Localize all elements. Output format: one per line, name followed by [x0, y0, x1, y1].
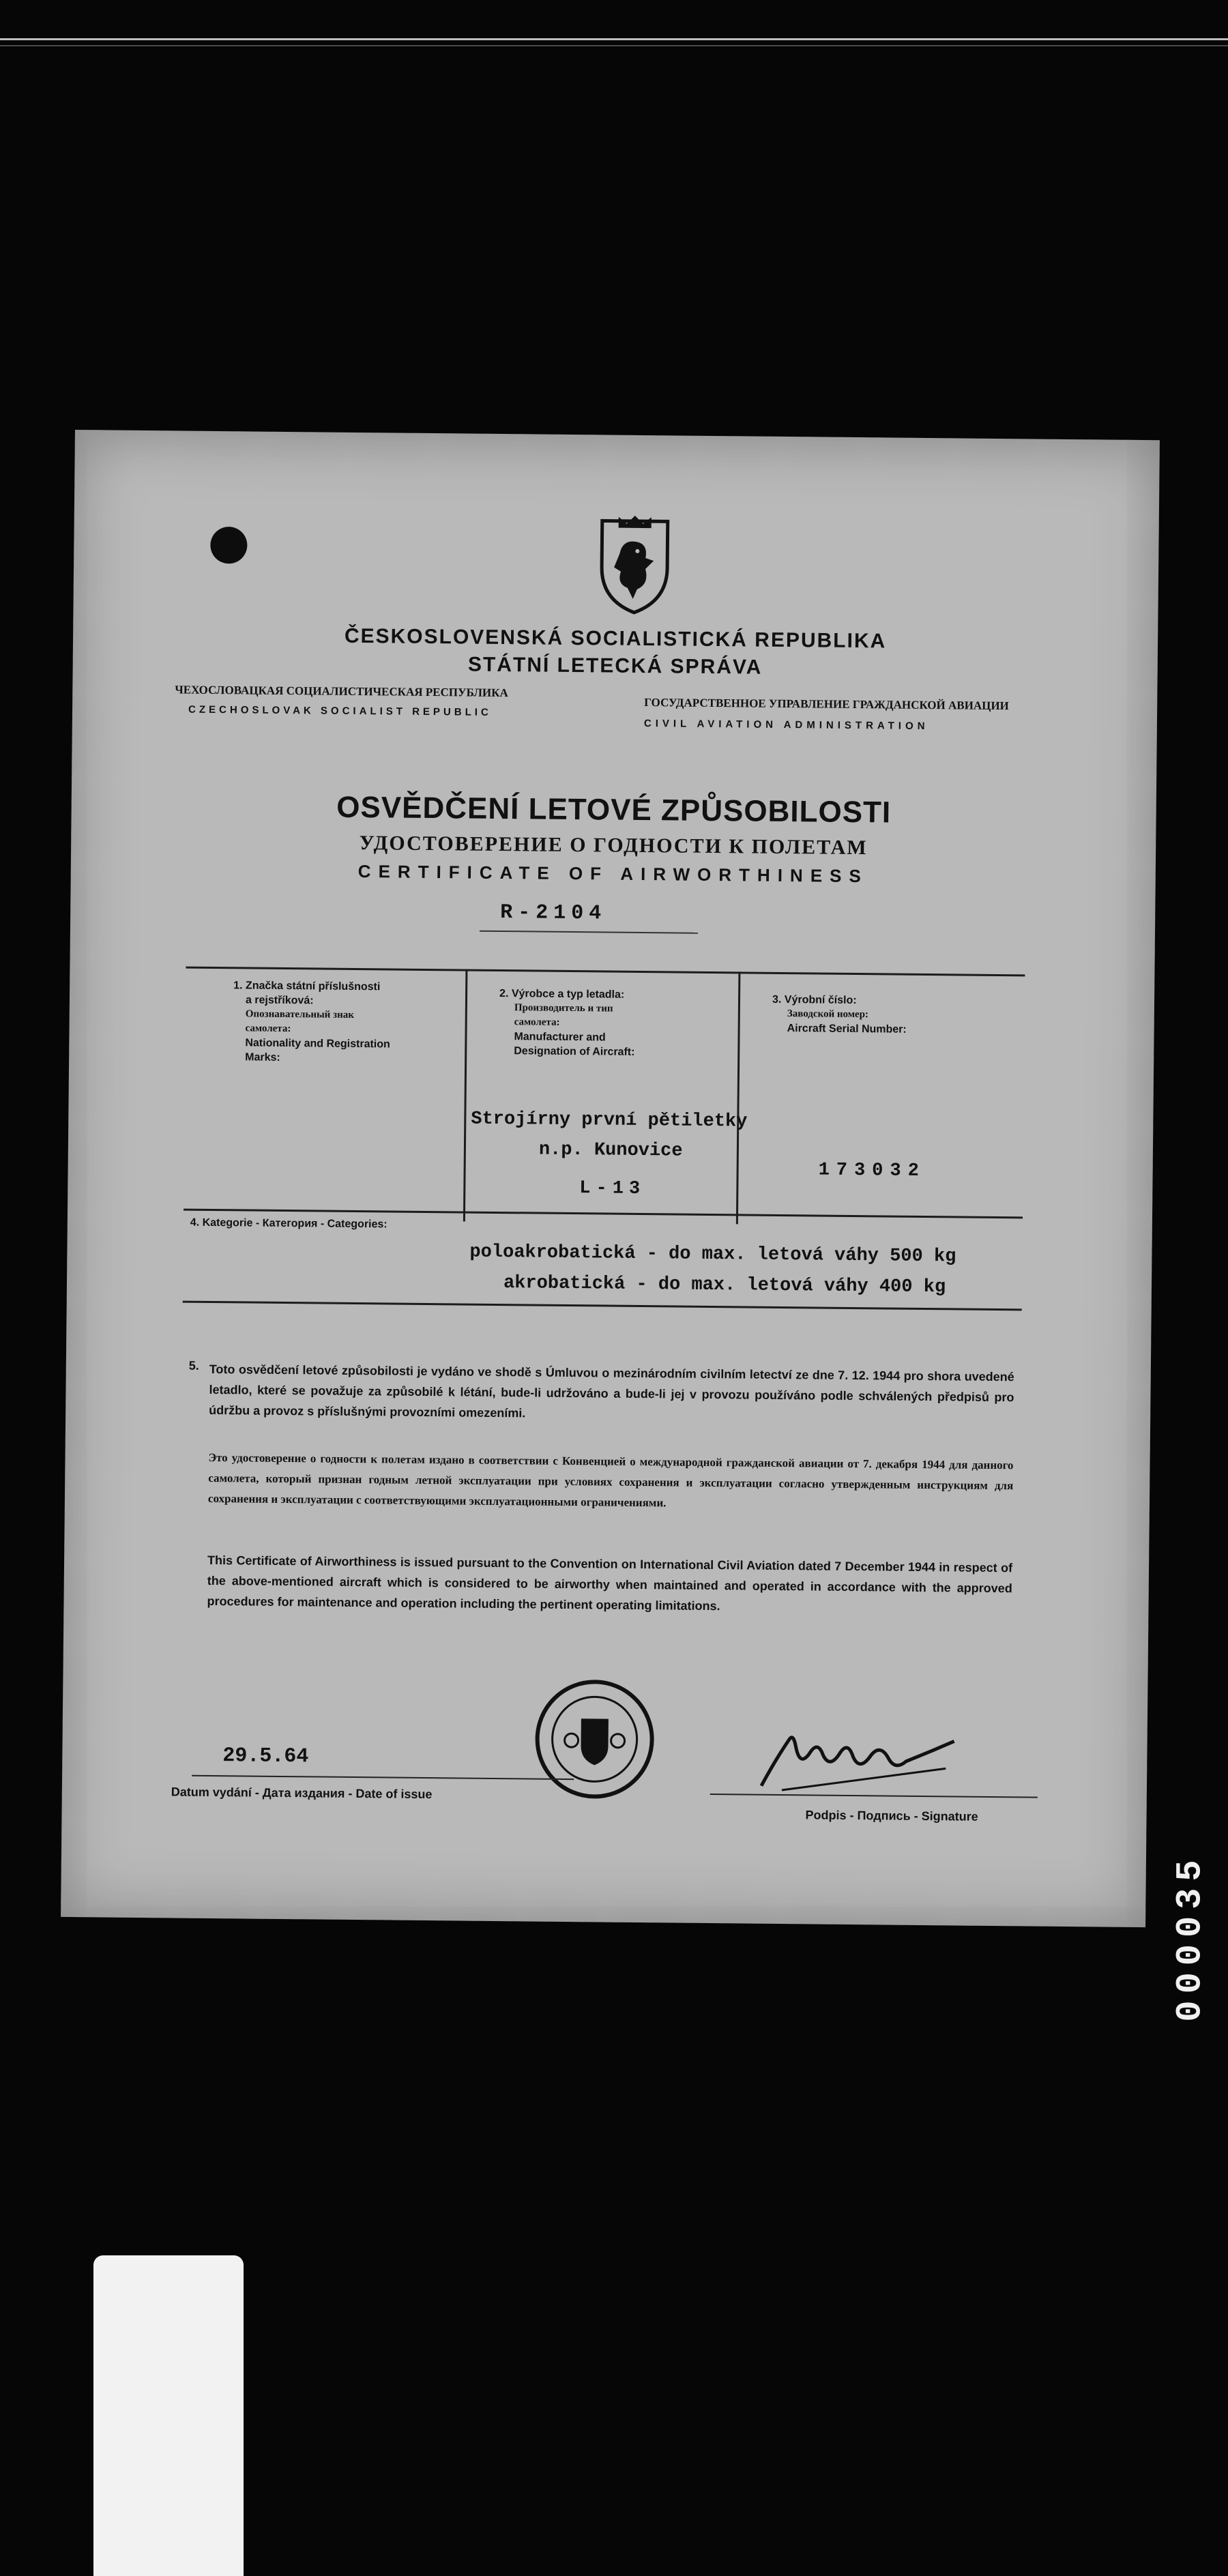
field-2-label [499, 986, 635, 1059]
body-text-en: This Certificate of Airworthiness is issued pursuant to the Convention on International Civil Aviation dated 7 December 1944 in respect of the above-mentioned aircraft which is considered to be airworthy when maintained and operated in accordance with the approved procedures for maintenance and operation including the pertinent operating limitations. [207, 1553, 1013, 1613]
film-edge-line [0, 38, 1228, 40]
field-3-label [772, 993, 907, 1037]
field-1-label-ru-2: самолета: [245, 1023, 291, 1035]
table-top-rule [186, 967, 1025, 977]
field-1-label-en-2: Marks: [245, 1051, 280, 1064]
category-aerobatic: akrobatická - do max. letová váhy 400 kg [503, 1273, 946, 1298]
categories-label: 4. Kategorie - Категория - Categories: [190, 1216, 388, 1231]
signature-label: Podpis - Подпись - Signature [805, 1808, 978, 1824]
certificate-page [61, 430, 1160, 1927]
field-1-label-ru-1: Опознавательный знак [245, 1008, 355, 1021]
registration-underline [480, 931, 698, 934]
date-of-issue-label: Datum vydání - Дата издания - Date of issue [171, 1785, 433, 1802]
date-of-issue-value: 29.5.64 [222, 1744, 309, 1769]
table-divider-1 [463, 969, 468, 1222]
field-1-label-cz-1: 1. Značka státní příslušnosti [233, 980, 381, 993]
administration-name-en: CIVIL AVIATION ADMINISTRATION [643, 718, 929, 733]
administration-name-cz: STÁTNÍ LETECKÁ SPRÁVA [467, 653, 763, 679]
field-3-label-ru: Заводской номер: [787, 1008, 869, 1021]
manufacturer-name: Strojírny první pětiletky [471, 1109, 748, 1132]
punch-hole [210, 527, 248, 564]
republic-name-ru: ЧЕХОСЛОВАЦКАЯ СОЦИАЛИСТИЧЕСКАЯ РЕСПУБЛИКА [175, 683, 508, 700]
republic-name-en: CZECHOSLOVAK SOCIALIST REPUBLIC [188, 703, 492, 718]
body-text-ru: Это удостоверение о годности к полетам издано в соответствии с Конвенцией о международной гражданской авиации от 7. декабря 1944 для данного самолета, который признан годным летной эксплуатации при условиях сохранения и эксплуатации согласно утвержденным инструкциям для сохранения и эксплуатации с соответствующими эксплуатационными ограничениями. [207, 1450, 1014, 1510]
aircraft-type: L-13 [579, 1178, 646, 1200]
republic-name-cz: ČESKOSLOVENSKÁ SOCIALISTICKÁ REPUBLIKA [344, 624, 887, 653]
field-2-label-en-2: Designation of Aircraft: [514, 1045, 635, 1058]
item-number-5: 5. [188, 1358, 199, 1373]
film-edge-line-2 [0, 45, 1228, 46]
field-2-label-ru-1: Производитель и тип [514, 1002, 613, 1014]
table-divider-2 [736, 971, 741, 1224]
administration-name-ru: ГОСУДАРСТВЕННОЕ УПРАВЛЕНИЕ ГРАЖДАНСКОЙ АВИАЦИИ [644, 696, 1009, 713]
certificate-title-ru: УДОСТОВЕРЕНИЕ О ГОДНОСТИ К ПОЛЕТАМ [359, 832, 868, 860]
field-3-label-cz: 3. Výrobní číslo: [772, 993, 857, 1007]
body-text-cz: Toto osvědčení letové způsobilosti je vydáno ve shodě s Úmluvou o mezinárodním civilním letectví ze dne 7. 12. 1944 pro shora uvedené letadlo, které se považuje za způsobilé k létání, bude-li udržováno a bude-li jej v provozu používáno podle schválených předpisů pro údržbu a provoz s příslušnými provozními omezeními. [209, 1362, 1014, 1420]
table-bottom-rule [184, 1209, 1023, 1219]
field-2-label-ru-2: самолета: [514, 1016, 560, 1028]
handwritten-signature-icon [755, 1719, 960, 1796]
field-3-label-en: Aircraft Serial Number: [787, 1023, 907, 1036]
certificate-title-cz: OSVĚDČENÍ LETOVÉ ZPŮSOBILOSTI [336, 790, 892, 830]
manufacturer-location: n.p. Kunovice [538, 1139, 683, 1162]
category-semi-aerobatic: poloakrobatická - do max. letová váhy 500 kg [469, 1242, 956, 1268]
film-frame-number-text: 000035 [1170, 1853, 1211, 2022]
state-seal-icon [533, 1678, 657, 1802]
film-frame-number [1160, 1801, 1221, 2074]
categories-bottom-rule [183, 1301, 1022, 1311]
registration-mark: R-2104 [500, 901, 607, 926]
film-leader-light-patch [93, 2255, 244, 2576]
field-2-label-en-1: Manufacturer and [514, 1031, 606, 1044]
field-1-label [233, 978, 391, 1066]
field-1-label-cz-2: a rejstříková: [245, 994, 314, 1007]
certificate-title-en: CERTIFICATE OF AIRWORTHINESS [357, 861, 868, 887]
lion-shield-emblem-icon [594, 512, 674, 615]
field-2-label-cz: 2. Výrobce a typ letadla: [499, 988, 625, 1001]
date-underline [192, 1775, 574, 1780]
aircraft-serial-number: 173032 [818, 1160, 926, 1182]
field-1-label-en-1: Nationality and Registration [245, 1037, 390, 1051]
